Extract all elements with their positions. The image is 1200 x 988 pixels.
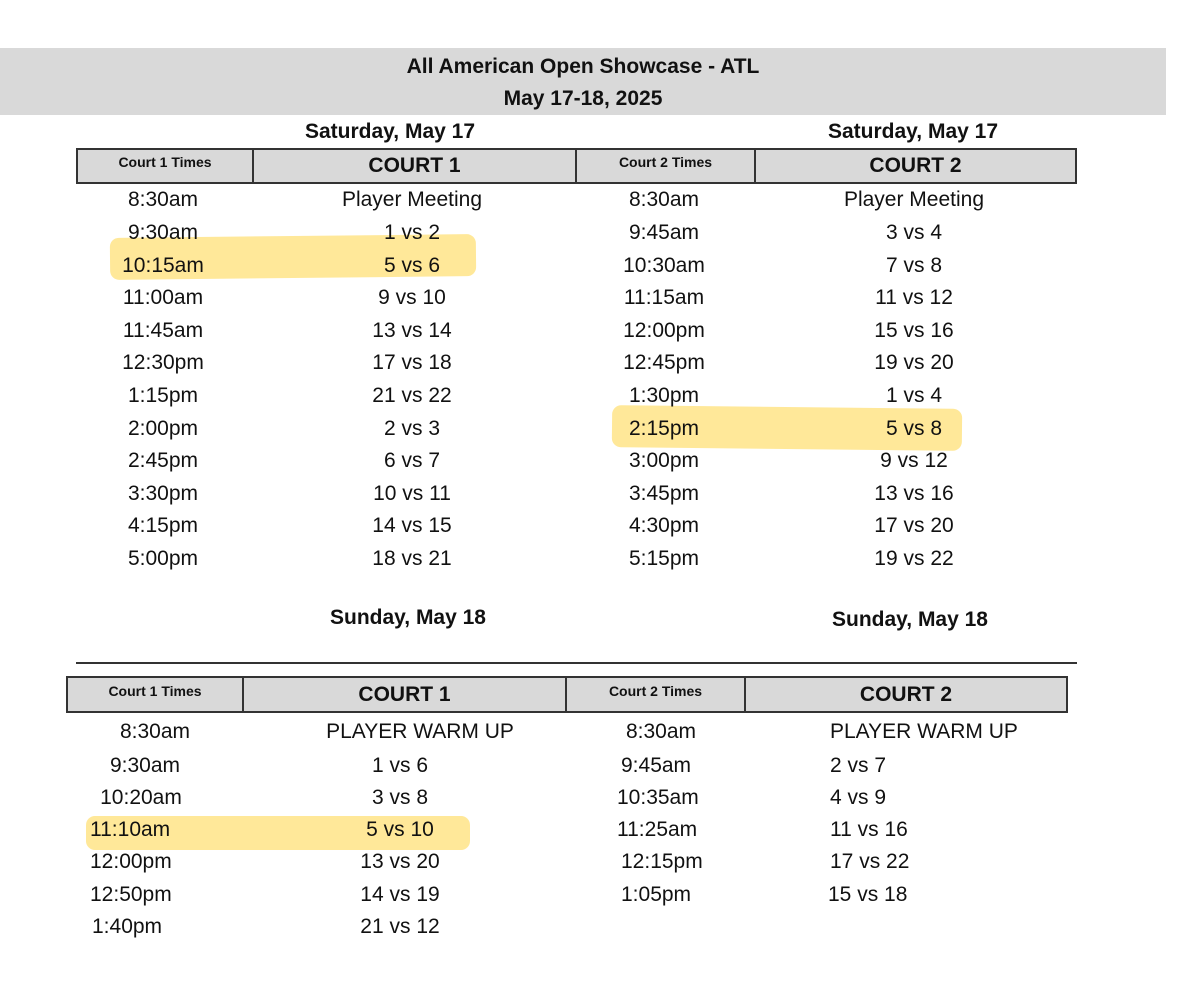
sat-c2-time: 8:30am [628, 188, 700, 211]
sun-c1-match: 5 vs 10 [366, 818, 434, 841]
sat-c1-match: 21 vs 22 [372, 384, 452, 407]
sunday-court2-header: COURT 2 [744, 678, 1066, 711]
sat-c1-time: 12:30pm [122, 351, 204, 374]
sat-c1-time: 9:30am [127, 221, 199, 244]
saturday-court1-times-header: Court 1 Times [118, 154, 212, 170]
sat-c2-match: 1 vs 4 [885, 384, 943, 407]
sat-c1-time: 11:00am [122, 286, 204, 309]
sun-c1-match: 3 vs 8 [371, 786, 429, 809]
sunday-label-right: Sunday, May 18 [831, 608, 988, 631]
sat-c2-match: 19 vs 22 [874, 547, 954, 570]
sun-c1-time: 10:20am [100, 786, 182, 809]
sunday-label-left: Sunday, May 18 [329, 606, 486, 629]
sat-c1-match: 13 vs 14 [372, 319, 452, 342]
sun-c2-match: 17 vs 22 [830, 850, 910, 873]
sun-c2-time: 12:15pm [621, 850, 703, 873]
sunday-header-row [66, 676, 1068, 713]
sun-c2-match: 11 vs 16 [830, 818, 908, 841]
sun-c2-time: 9:45am [621, 754, 692, 777]
sat-c2-time: 1:30pm [628, 384, 700, 407]
sat-c1-match: 5 vs 6 [383, 254, 441, 277]
sun-c2-time: 1:05pm [621, 883, 692, 906]
saturday-court1-header: COURT 1 [252, 150, 575, 182]
sat-c1-time: 11:45am [122, 319, 204, 342]
sun-c2-match: 15 vs 18 [828, 883, 908, 906]
sun-c1-time: 1:40pm [92, 915, 163, 938]
sat-c2-time: 10:30am [623, 254, 705, 277]
sat-c1-match: 1 vs 2 [383, 221, 441, 244]
sat-c2-match: 5 vs 8 [885, 417, 943, 440]
sun-c1-match: 14 vs 19 [360, 883, 440, 906]
sat-c2-time: 12:45pm [623, 351, 705, 374]
sun-c1-time: 12:00pm [90, 850, 172, 873]
event-title: All American Open Showcase - ATL [406, 55, 760, 78]
sun-c2-time: 8:30am [625, 720, 697, 743]
sun-c1-match: 21 vs 12 [360, 915, 440, 938]
sat-c1-match: 18 vs 21 [372, 547, 452, 570]
sunday-court1-times-header: Court 1 Times [108, 682, 202, 699]
sun-c1-time: 9:30am [109, 754, 181, 777]
sat-c1-time: 8:30am [127, 188, 199, 211]
saturday-header-row [76, 148, 1077, 184]
sun-c1-time: 12:50pm [90, 883, 172, 906]
sat-c1-match: 14 vs 15 [372, 514, 452, 537]
sat-c1-time: 5:00pm [127, 547, 199, 570]
sat-c1-match: 6 vs 7 [383, 449, 441, 472]
sat-c1-time: 10:15am [122, 254, 204, 277]
sun-c1-time: 8:30am [119, 720, 191, 743]
sun-c1-match: PLAYER WARM UP [326, 720, 514, 743]
event-dates: May 17-18, 2025 [503, 87, 663, 110]
sun-c2-match: PLAYER WARM UP [830, 720, 1018, 743]
sat-c1-match: 9 vs 10 [378, 286, 446, 309]
sunday-divider [76, 662, 1077, 664]
sat-c2-time: 12:00pm [623, 319, 705, 342]
sun-c2-time: 11:25am [617, 818, 698, 841]
sun-c2-match: 4 vs 9 [830, 786, 887, 809]
sat-c1-match: 2 vs 3 [383, 417, 441, 440]
sat-c2-match: 3 vs 4 [885, 221, 943, 244]
sat-c1-match: Player Meeting [341, 188, 483, 211]
sat-c2-match: 9 vs 12 [880, 449, 948, 472]
sat-c2-time: 3:45pm [628, 482, 700, 505]
sat-c2-time: 5:15pm [628, 547, 700, 570]
sat-c2-match: Player Meeting [843, 188, 985, 211]
saturday-court2-times-header: Court 2 Times [575, 150, 754, 182]
sat-c2-match: 11 vs 12 [875, 286, 953, 309]
sat-c2-time: 2:15pm [628, 417, 700, 440]
sat-c2-time: 11:15am [623, 286, 705, 309]
sun-c1-match: 1 vs 6 [371, 754, 429, 777]
sunday-court1-header: COURT 1 [242, 678, 565, 711]
sun-c2-time: 10:35am [617, 786, 699, 809]
sat-c1-match: 10 vs 11 [373, 482, 451, 505]
sat-c1-match: 17 vs 18 [372, 351, 452, 374]
sunday-court2-times-header: Court 2 Times [565, 678, 744, 711]
saturday-label-right: Saturday, May 17 [827, 120, 999, 143]
sat-c2-time: 9:45am [628, 221, 700, 244]
sat-c2-match: 7 vs 8 [885, 254, 943, 277]
sat-c1-time: 3:30pm [127, 482, 199, 505]
sat-c2-match: 13 vs 16 [874, 482, 954, 505]
sat-c2-match: 19 vs 20 [874, 351, 954, 374]
sat-c1-time: 2:45pm [127, 449, 199, 472]
sun-c2-match: 2 vs 7 [830, 754, 887, 777]
saturday-court2-header: COURT 2 [754, 150, 1075, 182]
saturday-label-left: Saturday, May 17 [304, 120, 476, 143]
sun-c1-match: 13 vs 20 [360, 850, 440, 873]
sat-c1-time: 1:15pm [127, 384, 199, 407]
sat-c2-match: 17 vs 20 [874, 514, 954, 537]
sat-c2-time: 4:30pm [628, 514, 700, 537]
sat-c1-time: 2:00pm [127, 417, 199, 440]
sat-c1-time: 4:15pm [127, 514, 199, 537]
sat-c2-time: 3:00pm [628, 449, 700, 472]
sat-c2-match: 15 vs 16 [874, 319, 954, 342]
sun-c1-time: 11:10am [90, 818, 171, 841]
